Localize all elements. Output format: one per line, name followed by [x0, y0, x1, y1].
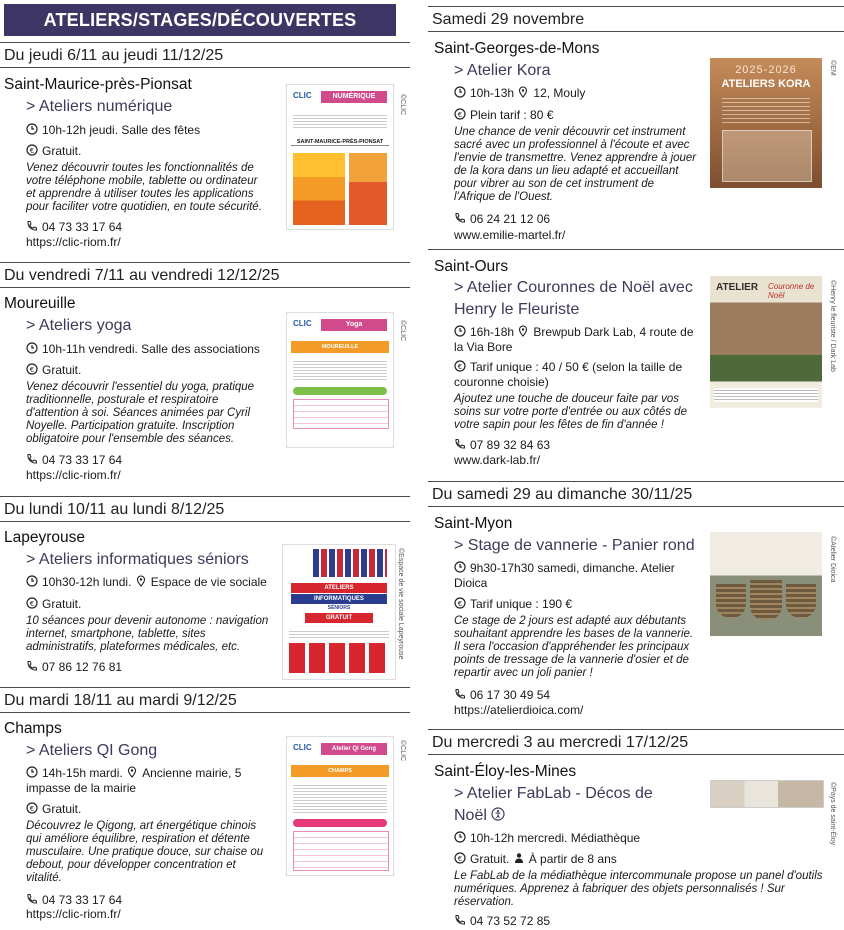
clock-icon — [26, 123, 38, 135]
town-name: Saint-Myon — [434, 515, 513, 532]
svg-text:€: € — [457, 855, 463, 863]
town-name: Moureuille — [4, 295, 76, 312]
event-title[interactable]: > Ateliers numérique — [26, 98, 173, 115]
euro-icon — [26, 363, 38, 375]
clock-icon — [454, 561, 466, 573]
event-description: Venez découvrir toutes les fonctionnalités de votre téléphone mobile, tablette ou ordinateur et apprendre à utiliser toutes les applications pour faciliter votre quotidien, en toute sécurité. — [26, 162, 262, 213]
event-phone[interactable]: 06 17 30 49 54 — [454, 688, 550, 702]
clock-icon — [454, 325, 466, 337]
date-heading: Du jeudi 6/11 au jeudi 11/12/25 — [0, 42, 410, 68]
event-title[interactable]: > Ateliers QI Gong — [26, 742, 158, 759]
event-place-continued: la Via Bore — [454, 340, 513, 354]
town-name: Saint-Éloy-les-Mines — [434, 763, 577, 780]
event-phone[interactable]: 04 73 33 17 64 — [26, 893, 122, 907]
euro-icon — [454, 852, 466, 864]
svg-text:€: € — [457, 600, 463, 608]
event-description: Ajoutez une touche de douceur faite par vos soins sur votre porte d'entrée ou aux côtés de votre sapin pour les fêtes de fin d'année ! — [454, 393, 687, 431]
town-name: Lapeyrouse — [4, 529, 86, 546]
event-description: Une chance de venir découvrir cet instrument sacré avec un professionnel à l'écoute et avec l'envie de transmettre. Venez apprendre à jouer de la kora dans un lieu adapté et accueillant pour vibrer au son de cet instrument de l'Afrique de l'Ouest. — [454, 126, 697, 203]
event-url[interactable]: https://atelierdioica.com/ — [454, 703, 584, 717]
event-poster: CLIC Atelier Qi Gong CHAMPS — [286, 736, 394, 876]
event-time: 10h-11h vendredi. Salle des associations — [26, 342, 260, 357]
phone-icon — [26, 453, 38, 465]
event-photo — [710, 780, 824, 808]
date-heading: Du mercredi 3 au mercredi 17/12/25 — [428, 729, 844, 755]
event-price: € Gratuit. À partir de 8 ans — [454, 852, 617, 867]
town-name: Champs — [4, 720, 62, 737]
child-icon — [513, 852, 525, 864]
event-url[interactable]: https://clic-riom.fr/ — [26, 468, 121, 482]
event-title[interactable]: > Stage de vannerie - Panier rond — [454, 537, 695, 554]
event-title[interactable]: > Ateliers yoga — [26, 317, 132, 334]
event-url[interactable]: https://clic-riom.fr/ — [26, 907, 121, 921]
svg-text:€: € — [457, 363, 463, 371]
euro-icon — [454, 360, 466, 372]
svg-text:€: € — [29, 366, 35, 374]
euro-icon — [454, 597, 466, 609]
event-title[interactable]: > Ateliers informatiques séniors — [26, 551, 249, 568]
event-phone[interactable]: 04 73 33 17 64 — [26, 453, 122, 467]
clock-icon — [26, 342, 38, 354]
euro-icon — [26, 802, 38, 814]
event-phone[interactable]: 06 24 21 12 06 — [454, 212, 550, 226]
phone-icon — [26, 893, 38, 905]
event-time: 14h-15h mardi. Ancienne mairie, 5 — [26, 766, 241, 781]
svg-text:€: € — [457, 111, 463, 119]
phone-icon — [454, 438, 466, 450]
photo-credit: ©Atelier Dioica — [829, 536, 836, 583]
euro-icon — [26, 144, 38, 156]
event-poster: CLIC Yoga MOUREUILLE — [286, 312, 394, 448]
event-description: Venez découvrir l'essentiel du yoga, pratique traditionnelle, posturale et respiratoire d'attention à soi. Séances animées par Cyril Noyelle. Participation gratuite. Inscription obligatoire pour l'ensemble des séances. — [26, 381, 255, 445]
town-name: Saint-Maurice-près-Pionsat — [4, 76, 192, 93]
accessibility-icon — [491, 807, 505, 821]
phone-icon — [454, 688, 466, 700]
clock-icon — [454, 831, 466, 843]
event-price-continued: couronne choisie) — [454, 375, 549, 389]
event-photo — [710, 532, 822, 636]
section-banner: ATELIERS/STAGES/DÉCOUVERTES — [4, 4, 396, 36]
event-description: Découvrez le Qigong, art énergétique chinois qui améliore équilibre, respiration et détente musculaire. Une pratique douce, sur chaise ou debout, pour développer concentration et vitalité. — [26, 820, 264, 884]
phone-icon — [454, 914, 466, 926]
event-price: € Plein tarif : 80 € — [454, 108, 553, 123]
event-time: 10h-13h 12, Mouly — [454, 86, 585, 101]
event-poster: 2025-2026 ATELIERS KORA — [710, 58, 822, 188]
event-price: € Tarif unique : 40 / 50 € (selon la taille de — [454, 360, 682, 375]
event-phone[interactable]: 04 73 33 17 64 — [26, 220, 122, 234]
event-title-continued[interactable]: Henry le Fleuriste — [454, 301, 580, 318]
photo-credit: ©CLIC — [399, 740, 406, 762]
event-place-continued: impasse de la mairie — [26, 781, 137, 795]
euro-icon — [454, 108, 466, 120]
location-pin-icon — [126, 766, 138, 778]
event-url[interactable]: www.emilie-martel.fr/ — [454, 228, 566, 242]
location-pin-icon — [135, 575, 147, 587]
event-phone[interactable]: 07 86 12 76 81 — [26, 660, 122, 674]
town-name: Saint-Ours — [434, 258, 509, 275]
phone-icon — [26, 220, 38, 232]
photo-credit: ©CLIC — [399, 94, 406, 116]
event-poster: ATELIERS INFORMATIQUES SÉNIORS GRATUIT — [282, 544, 396, 680]
event-time: 9h30-17h30 samedi, dimanche. Atelier — [454, 561, 675, 576]
date-heading: Du vendredi 7/11 au vendredi 12/12/25 — [0, 262, 410, 288]
event-description: Ce stage de 2 jours est adapté aux débutants souhaitant apprendre les bases de la vannerie. Il sera l'occasion d'appréhender les principaux points de tressage de la vannerie d'osier et de repartir avec un joli panier ! — [454, 615, 694, 679]
photo-credit: ©EM — [829, 60, 836, 76]
svg-text:€: € — [29, 805, 35, 813]
event-price: € Tarif unique : 190 € — [454, 597, 572, 612]
photo-credit: ©Pays de saint-Éloy — [829, 782, 836, 846]
svg-text:€: € — [29, 600, 35, 608]
event-poster: CLIC NUMÉRIQUE SAINT-MAURICE-PRÈS-PIONSAT — [286, 84, 394, 230]
photo-credit: ©Espace de vie sociale Lapeyrouse — [397, 548, 404, 660]
event-url[interactable]: www.dark-lab.fr/ — [454, 453, 541, 467]
phone-icon — [454, 212, 466, 224]
clock-icon — [454, 86, 466, 98]
event-price: € Gratuit. — [26, 363, 81, 378]
event-title[interactable]: > Atelier Kora — [454, 62, 551, 79]
event-poster: ATELIER Couronne de Noël — [710, 276, 822, 408]
event-time: 10h-12h mercredi. Médiathèque — [454, 831, 640, 846]
event-price: € Gratuit. — [26, 144, 81, 159]
date-heading: Du mardi 18/11 au mardi 9/12/25 — [0, 687, 410, 713]
event-description: 10 séances pour devenir autonome : navigation internet, smartphone, tablette, sites administratifs, plateformes médicales, etc. — [26, 615, 269, 653]
event-time: 10h30-12h lundi. Espace de vie sociale — [26, 575, 267, 590]
euro-icon — [26, 597, 38, 609]
event-title-continued[interactable]: Noël — [454, 807, 509, 825]
event-url[interactable]: https://clic-riom.fr/ — [26, 235, 121, 249]
svg-text:€: € — [29, 147, 35, 155]
event-time: 10h-12h jeudi. Salle des fêtes — [26, 123, 200, 138]
event-phone[interactable]: 04 73 52 72 85 — [454, 914, 550, 928]
date-heading: Du samedi 29 au dimanche 30/11/25 — [428, 481, 844, 507]
event-time-continued: Dioica — [454, 576, 488, 590]
event-time: 16h-18h Brewpub Dark Lab, 4 route de — [454, 325, 694, 340]
phone-icon — [26, 660, 38, 672]
date-heading: Du lundi 10/11 au lundi 8/12/25 — [0, 496, 410, 522]
event-title[interactable]: > Atelier Couronnes de Noël avec — [454, 279, 693, 296]
photo-credit: ©CLIC — [399, 320, 406, 342]
location-pin-icon — [517, 325, 529, 337]
clock-icon — [26, 766, 38, 778]
event-description: Le FabLab de la médiathèque intercommunale propose un panel d'outils numériques. Apprenez à fabriquer des objets personnalisés ! Sur réservation. — [454, 870, 823, 908]
town-name: Saint-Georges-de-Mons — [434, 40, 600, 57]
clock-icon — [26, 575, 38, 587]
event-price: € Gratuit. — [26, 802, 81, 817]
photo-credit: ©Henry le fleuriste / Dark Lab — [829, 280, 836, 372]
event-price: € Gratuit. — [26, 597, 81, 612]
location-pin-icon — [517, 86, 529, 98]
date-heading: Samedi 29 novembre — [428, 6, 844, 32]
event-phone[interactable]: 07 89 32 84 63 — [454, 438, 550, 452]
event-title[interactable]: > Atelier FabLab - Décos de — [454, 785, 653, 802]
